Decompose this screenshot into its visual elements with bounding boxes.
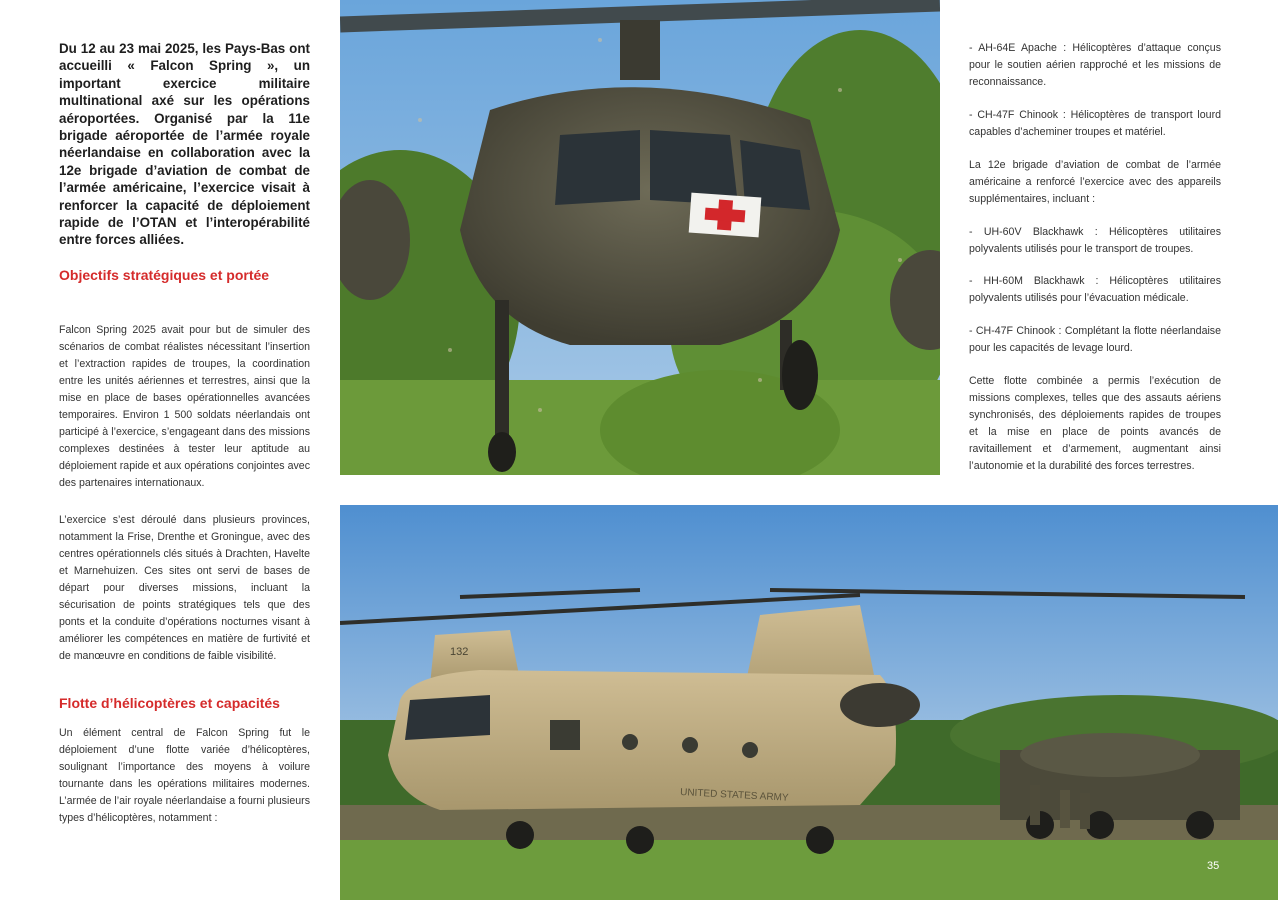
intro-paragraph: Du 12 au 23 mai 2025, les Pays-Bas ont accueilli « Falcon Spring », un important exercice militaire multinational axé sur les opérations aéroportées. Organisé par la 11e brigade aéroportée de l’armée royale néerlandaise en collaboration avec la 12e brigade d’aviation de combat de l’armée américaine, l’exercice visait à renforcer la capacité de déploiement rapide de l’OTAN et l’interopérabilité entre forces alliées. (59, 41, 310, 248)
chinook-us-item: - CH-47F Chinook : Complétant la flotte néerlandaise pour les capacités de levage lourd. (969, 325, 1221, 354)
section-heading-fleet: Flotte d’hélicoptères et capacités (59, 695, 280, 711)
chinook-nl-item: - CH-47F Chinook : Hélicoptères de transport lourd capables d’acheminer troupes et matériel. (969, 109, 1221, 138)
hh60-item: - HH-60M Blackhawk : Hélicoptères utilitaires polyvalents utilisés pour l’évacuation médicale. (969, 275, 1221, 304)
us-brigade-intro: La 12e brigade d’aviation de combat de l’armée américaine a renforcé l’exercice avec des appareils supplémentaires, incluant : (969, 159, 1221, 205)
fleet-paragraph-1: Un élément central de Falcon Spring fut le déploiement d’une flotte variée d’hélicoptères, soulignant l’importance des moyens à voilure tournante dans les opérations militaires modernes. L’armée de l’air royale néerlandaise a fourni plusieurs types d’hélicoptères, notamment : (59, 727, 310, 824)
objectives-paragraph-1: Falcon Spring 2025 avait pour but de simuler des scénarios de combat réalistes nécessitant l’insertion et l’extraction rapides de troupes, la coordination entre les unités aériennes et terrestres, ainsi que la mise en place de bases opérationnelles avancées temporaires. Environ 1 500 soldats néerlandais ont participé à l’exercice, s’engageant dans des missions complexes destinées à tester leur aptitude au déploiement rapide et aux opérations conjointes avec des partenaires internationaux. (59, 324, 310, 489)
photo-chinook (340, 505, 1278, 900)
page-number: 35 (1207, 860, 1220, 872)
section-heading-objectives: Objectifs stratégiques et portée (59, 267, 270, 283)
left-column (59, 40, 310, 824)
chinook-tail-number: 132 (450, 646, 469, 658)
photo-blackhawk (340, 0, 940, 475)
chinook-fuselage-marking: UNITED STATES ARMY (679, 787, 789, 804)
uh60-item: - UH-60V Blackhawk : Hélicoptères utilitaires polyvalents utilisés pour le transport de troupes. (969, 226, 1221, 255)
closing-paragraph: Cette flotte combinée a permis l’exécution de missions complexes, telles que des assauts aériens synchronisés, des déploiements rapides de troupes et la mise en place de points avancés de ravitaillement et d’armement, augmentant ainsi l’autonomie et la durabilité des forces terrestres. (969, 375, 1221, 472)
objectives-paragraph-2: L’exercice s’est déroulé dans plusieurs provinces, notamment la Frise, Drenthe et Groningue, avec des centres opérationnels clés situés à Drachten, Havelte et Marnehuizen. Ces sites ont servi de bases de départ pour diverses missions, incluant la sécurisation de points stratégiques tels que des ponts et la conduite d’opérations nocturnes visant à améliorer les compétences en matière de furtivité et de manœuvre en conditions de faible visibilité. (59, 514, 310, 662)
apache-item: - AH-64E Apache : Hélicoptères d’attaque conçus pour le soutien aérien rapproché et les missions de reconnaissance. (969, 42, 1221, 88)
